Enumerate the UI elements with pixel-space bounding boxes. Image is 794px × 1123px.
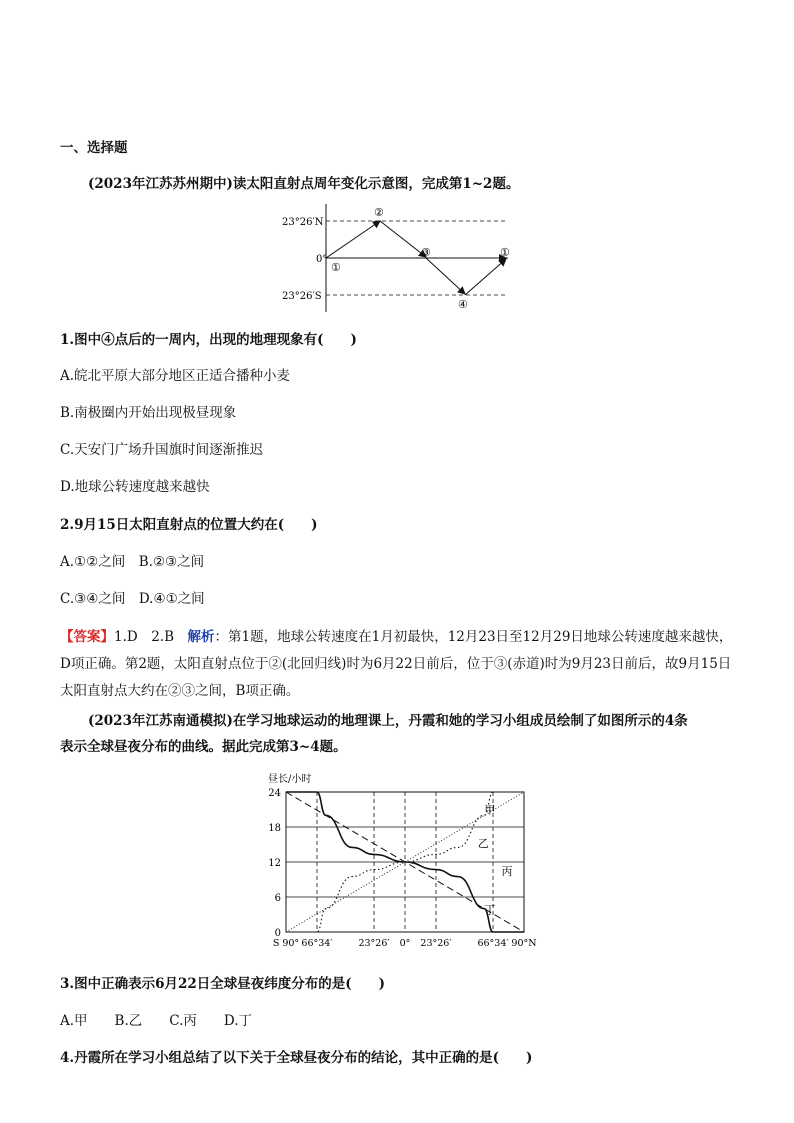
point-label-1-end: ① [500, 246, 510, 259]
path-segment [326, 221, 380, 258]
q2-options-row1[interactable]: A.①②之间 B.②③之间 [60, 554, 205, 570]
x-tick-label: 90°N [511, 938, 537, 949]
lat-zero-label: 0° [316, 254, 328, 265]
lat-south-label: 23°26′S [282, 291, 322, 302]
point-label-4: ④ [458, 298, 468, 311]
series-label-丙: 丙 [501, 864, 513, 878]
q1-option-a[interactable]: A.皖北平原大部分地区正适合播种小麦 [60, 368, 291, 384]
x-tick-label: S 90° [272, 938, 300, 949]
question-3-stem: 3.图中正确表示6月22日全球昼夜纬度分布的是( ) [60, 976, 386, 992]
x-tick-label: 23°26′ [358, 938, 390, 949]
y-tick-label: 0 [274, 928, 281, 939]
y-tick-label: 18 [268, 823, 281, 834]
answer-values: 1.D 2.B [114, 629, 188, 645]
series-label-丁: 丁 [484, 903, 496, 917]
path-segment [380, 221, 426, 257]
day-length-chart [262, 766, 542, 956]
series-label-甲: 甲 [484, 803, 496, 817]
path-segment [426, 258, 465, 294]
answer-tag: 【答案】 [60, 629, 114, 645]
x-tick-label: 66°34′ [301, 938, 333, 949]
analysis-text: ：第1题，地球公转速度在1月初最快，12月23日至12月29日地球公转速度越来越快，D项正确。第2题，太阳直射点位于②(北回归线)时为6月22日前后，位于③(赤道)时为9月23日前后，故9月15日太阳直射点大约在②③之间，B项正确。 [60, 629, 733, 699]
series-label-乙: 乙 [477, 836, 489, 850]
q1-option-d[interactable]: D.地球公转速度越来越快 [60, 479, 210, 495]
group1-intro: (2023年江苏苏州期中)读太阳直射点周年变化示意图，完成第1~2题。 [88, 176, 520, 192]
point-label-3: ③ [421, 246, 431, 259]
sun-point-diagram [276, 204, 516, 314]
q3-options[interactable]: A.甲 B.乙 C.丙 D.丁 [60, 1013, 253, 1029]
point-label-2: ② [374, 206, 384, 219]
q1-option-b[interactable]: B.南极圈内开始出现极昼现象 [60, 405, 237, 421]
analysis-label: 解析 [187, 629, 215, 645]
x-tick-label: 23°26′ [420, 938, 452, 949]
y-tick-label: 12 [268, 858, 281, 869]
x-tick-label: 0° [399, 938, 411, 949]
point-label-1: ① [331, 261, 341, 274]
group2-intro-line1: (2023年江苏南通模拟)在学习地球运动的地理课上，丹霞和她的学习小组成员绘制了如图所示的4条 [88, 713, 688, 729]
group2-intro-line2: 表示全球昼夜分布的曲线。据此完成第3~4题。 [60, 739, 347, 755]
question-2-stem: 2.9月15日太阳直射点的位置大约在( ) [60, 517, 318, 533]
section-title: 一、选择题 [60, 140, 128, 156]
answer-block [60, 624, 736, 705]
q1-option-c[interactable]: C.天安门广场升国旗时间逐渐推迟 [60, 442, 264, 458]
y-tick-label: 24 [268, 788, 281, 799]
q2-options-row2[interactable]: C.③④之间 D.④①之间 [60, 591, 205, 607]
x-tick-label: 66°34′ [477, 938, 509, 949]
chart-ylabel: 昼长/小时 [268, 774, 312, 785]
question-4-stem: 4.丹霞所在学习小组总结了以下关于全球昼夜分布的结论，其中正确的是( ) [60, 1050, 533, 1066]
path-segment [465, 259, 506, 295]
y-tick-label: 6 [274, 893, 281, 904]
question-1-stem: 1.图中④点后的一周内，出现的地理现象有( ) [60, 332, 357, 348]
lat-north-label: 23°26′N [282, 217, 324, 228]
